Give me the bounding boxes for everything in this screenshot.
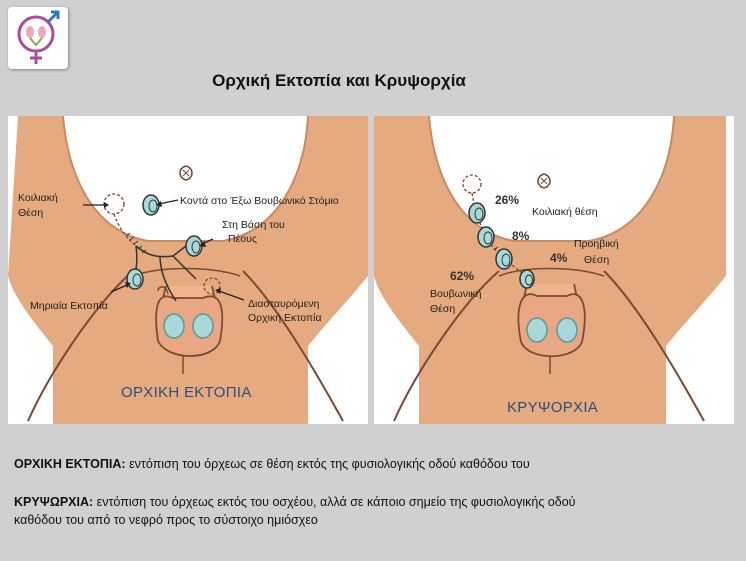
definition-cryptorchidism-line1 <box>14 493 576 511</box>
pct-canal: 8% <box>512 229 530 243</box>
label-inguinal-line1: Βουβωνική <box>430 288 482 300</box>
slide-title: Ορχική Εκτοπία και Κρυψορχία <box>212 71 466 90</box>
label-abdominal-site: Κοιλιακή θέση <box>532 206 598 218</box>
definition-ectopia <box>14 455 530 473</box>
label-crossed-ectopia-line1: Διασταυρόμενη <box>248 298 320 310</box>
term-cryptorchidism: ΚΡΥΨΩΡΧΙΑ: <box>14 495 94 509</box>
cryptorchidism-illustration <box>374 116 734 424</box>
label-prepubic-line1: Προηβική <box>574 238 619 250</box>
label-abdominal-position-line2: Θέση <box>18 207 44 219</box>
text-cryptorchidism-1: εντόπιση του όρχεως εκτός του οσχέου, αλλά σε κάποιο σημείο της φυσιολογικής οδού <box>93 495 576 509</box>
text-ectopia: εντόπιση του όρχεως σε θέση εκτός της φυσιολογικής οδού καθόδου του <box>125 457 530 471</box>
text-cryptorchidism-2: καθόδου του από το νεφρό προς το σύστοιχο ημιόσχεο <box>14 513 318 527</box>
pct-abdominal: 26% <box>495 193 520 207</box>
label-inguinal-line2: Θέση <box>430 303 456 315</box>
ectopia-illustration <box>8 116 368 424</box>
pct-prepubic: 4% <box>550 251 568 265</box>
label-penile-base-line1: Στη Βάση του <box>222 219 285 231</box>
label-penile-base-line2: Πέους <box>228 233 257 245</box>
label-near-external-ring: Κοντά στο Έξω Βουβωνικό Στόμιο <box>180 195 339 207</box>
gender-symbols-logo-icon <box>8 7 68 69</box>
cryptorchidism-caption: ΚΡΥΨΟΡΧΙΑ <box>507 399 599 416</box>
label-femoral-ectopia: Μηριαία Εκτοπία <box>30 300 108 312</box>
logo <box>8 7 68 69</box>
definition-cryptorchidism <box>14 493 576 529</box>
label-prepubic-line2: Θέση <box>584 254 610 266</box>
label-abdominal-position-line1: Κοιλιακή <box>18 192 58 204</box>
term-ectopia: ΟΡΧΙΚΗ ΕΚΤΟΠΙΑ: <box>14 457 126 471</box>
ectopia-panel <box>8 116 368 424</box>
pct-inguinal: 62% <box>450 269 475 283</box>
label-crossed-ectopia-line2: Ορχική Εκτοπία <box>248 312 322 324</box>
ectopia-caption: ΟΡΧΙΚΗ ΕΚΤΟΠΙΑ <box>121 384 252 401</box>
cryptorchidism-panel <box>374 116 734 424</box>
